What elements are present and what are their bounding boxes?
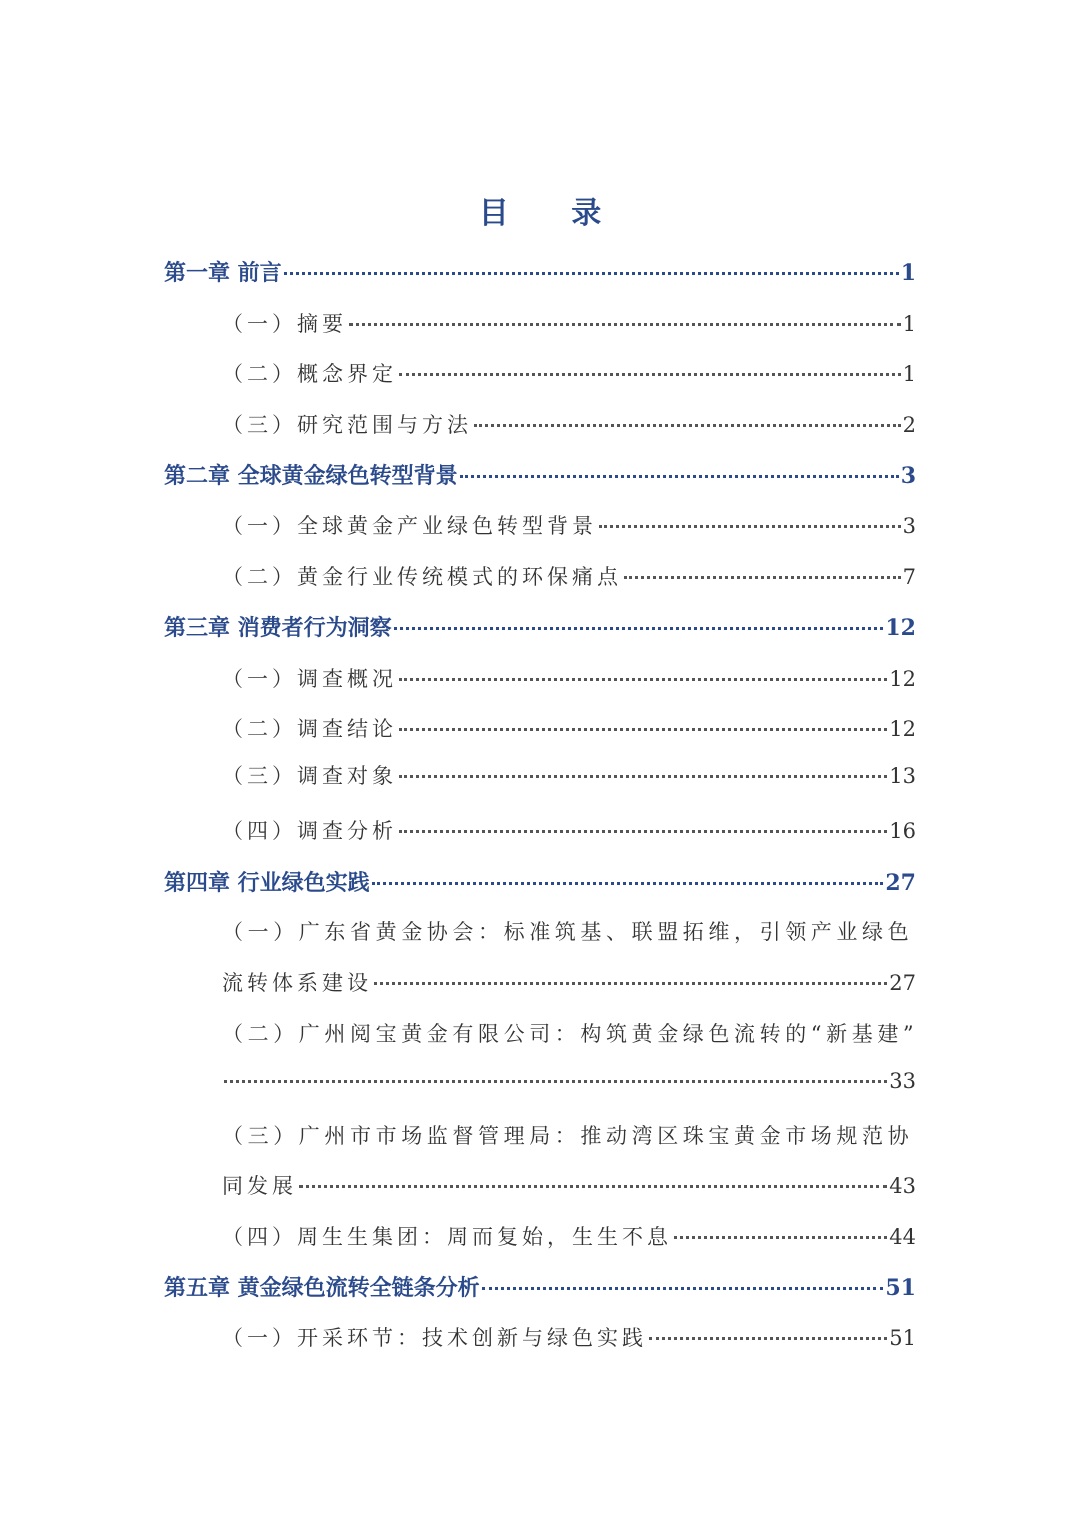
entry-label: （四）周生生集团：周而复始，生生不息 <box>222 1225 672 1249</box>
dot-leader <box>399 775 887 778</box>
toc-section-1-2[interactable] <box>222 358 916 388</box>
toc-section-2-2[interactable] <box>222 561 916 591</box>
entry-label: 第一章 前言 <box>164 260 282 286</box>
entry-label: （二）调查结论 <box>222 717 397 741</box>
entry-page-number: 2 <box>902 413 916 437</box>
entry-page-number: 1 <box>902 312 916 336</box>
dot-leader <box>474 424 901 427</box>
entry-page-number: 1 <box>900 260 916 286</box>
entry-page-number: 51 <box>889 1326 916 1350</box>
toc-chapter-5[interactable] <box>164 1271 916 1302</box>
entry-label: （一）摘要 <box>222 312 347 336</box>
entry-page-number: 13 <box>889 764 916 788</box>
toc-section-3-4[interactable] <box>222 815 916 845</box>
entry-page-number: 27 <box>889 971 916 995</box>
entry-label: 第三章 消费者行为洞察 <box>164 615 392 641</box>
entry-page-number: 1 <box>902 362 916 386</box>
toc-section-3-2[interactable] <box>222 713 916 743</box>
dot-leader <box>394 627 884 630</box>
toc-section-4-3[interactable] <box>222 1170 916 1200</box>
dot-leader <box>349 323 901 326</box>
entry-page-number: 3 <box>902 514 916 538</box>
entry-label: （二）黄金行业传统模式的环保痛点 <box>222 565 622 589</box>
dot-leader <box>599 525 901 528</box>
toc-section-4-4[interactable] <box>222 1221 916 1251</box>
toc-section-4-3-line1[interactable]: （三）广州市市场监督管理局：推动湾区珠宝黄金市场规范协 <box>222 1124 914 1148</box>
entry-label: （三）研究范围与方法 <box>222 413 472 437</box>
toc-section-2-1[interactable] <box>222 510 916 540</box>
entry-page-number: 27 <box>885 870 916 896</box>
entry-page-number: 12 <box>889 717 916 741</box>
dot-leader <box>372 882 884 885</box>
dot-leader <box>224 1080 887 1083</box>
entry-page-number: 43 <box>889 1174 916 1198</box>
entry-page-number: 51 <box>885 1275 916 1301</box>
dot-leader <box>299 1185 887 1188</box>
toc-title: 目 录 <box>478 196 628 231</box>
entry-label: 同发展 <box>222 1174 297 1198</box>
entry-label: （一）全球黄金产业绿色转型背景 <box>222 514 597 538</box>
dot-leader <box>674 1236 887 1239</box>
toc-section-4-2-line1[interactable]: （二）广州阅宝黄金有限公司：构筑黄金绿色流转的“新基建” <box>222 1022 919 1046</box>
entry-page-number: 12 <box>885 615 916 641</box>
dot-leader <box>649 1337 887 1340</box>
dot-leader <box>399 728 887 731</box>
entry-label: （一）调查概况 <box>222 667 397 691</box>
toc-chapter-2[interactable] <box>164 459 916 490</box>
dot-leader <box>284 272 899 275</box>
toc-section-5-1[interactable] <box>222 1322 916 1352</box>
dot-leader <box>624 576 901 579</box>
entry-page-number: 7 <box>902 565 916 589</box>
entry-page-number: 3 <box>900 463 916 489</box>
entry-label: 第五章 黄金绿色流转全链条分析 <box>164 1275 480 1301</box>
dot-leader <box>374 982 887 985</box>
entry-label: （二）概念界定 <box>222 362 397 386</box>
toc-section-3-1[interactable] <box>222 663 916 693</box>
entry-label: （三）调查对象 <box>222 764 397 788</box>
toc-section-4-2[interactable] <box>222 1069 916 1093</box>
entry-label: 第四章 行业绿色实践 <box>164 870 370 896</box>
toc-chapter-4[interactable] <box>164 866 916 897</box>
toc-section-4-1-line1[interactable]: （一）广东省黄金协会：标准筑基、联盟拓维，引领产业绿色 <box>222 920 914 944</box>
entry-label: 第二章 全球黄金绿色转型背景 <box>164 463 458 489</box>
entry-label: （四）调查分析 <box>222 819 397 843</box>
dot-leader <box>399 678 887 681</box>
entry-page-number: 33 <box>889 1069 916 1093</box>
dot-leader <box>399 830 887 833</box>
toc-section-4-1[interactable] <box>222 967 916 997</box>
dot-leader <box>399 373 901 376</box>
toc-section-3-3[interactable] <box>222 760 916 790</box>
toc-chapter-1[interactable] <box>164 256 916 287</box>
entry-page-number: 44 <box>889 1225 916 1249</box>
entry-page-number: 12 <box>889 667 916 691</box>
toc-section-1-3[interactable] <box>222 409 916 439</box>
entry-label: 流转体系建设 <box>222 971 372 995</box>
toc-section-1-1[interactable] <box>222 308 916 338</box>
toc-chapter-3[interactable] <box>164 611 916 642</box>
dot-leader <box>460 475 899 478</box>
dot-leader <box>482 1287 884 1290</box>
entry-page-number: 16 <box>889 819 916 843</box>
entry-label: （一）开采环节：技术创新与绿色实践 <box>222 1326 647 1350</box>
